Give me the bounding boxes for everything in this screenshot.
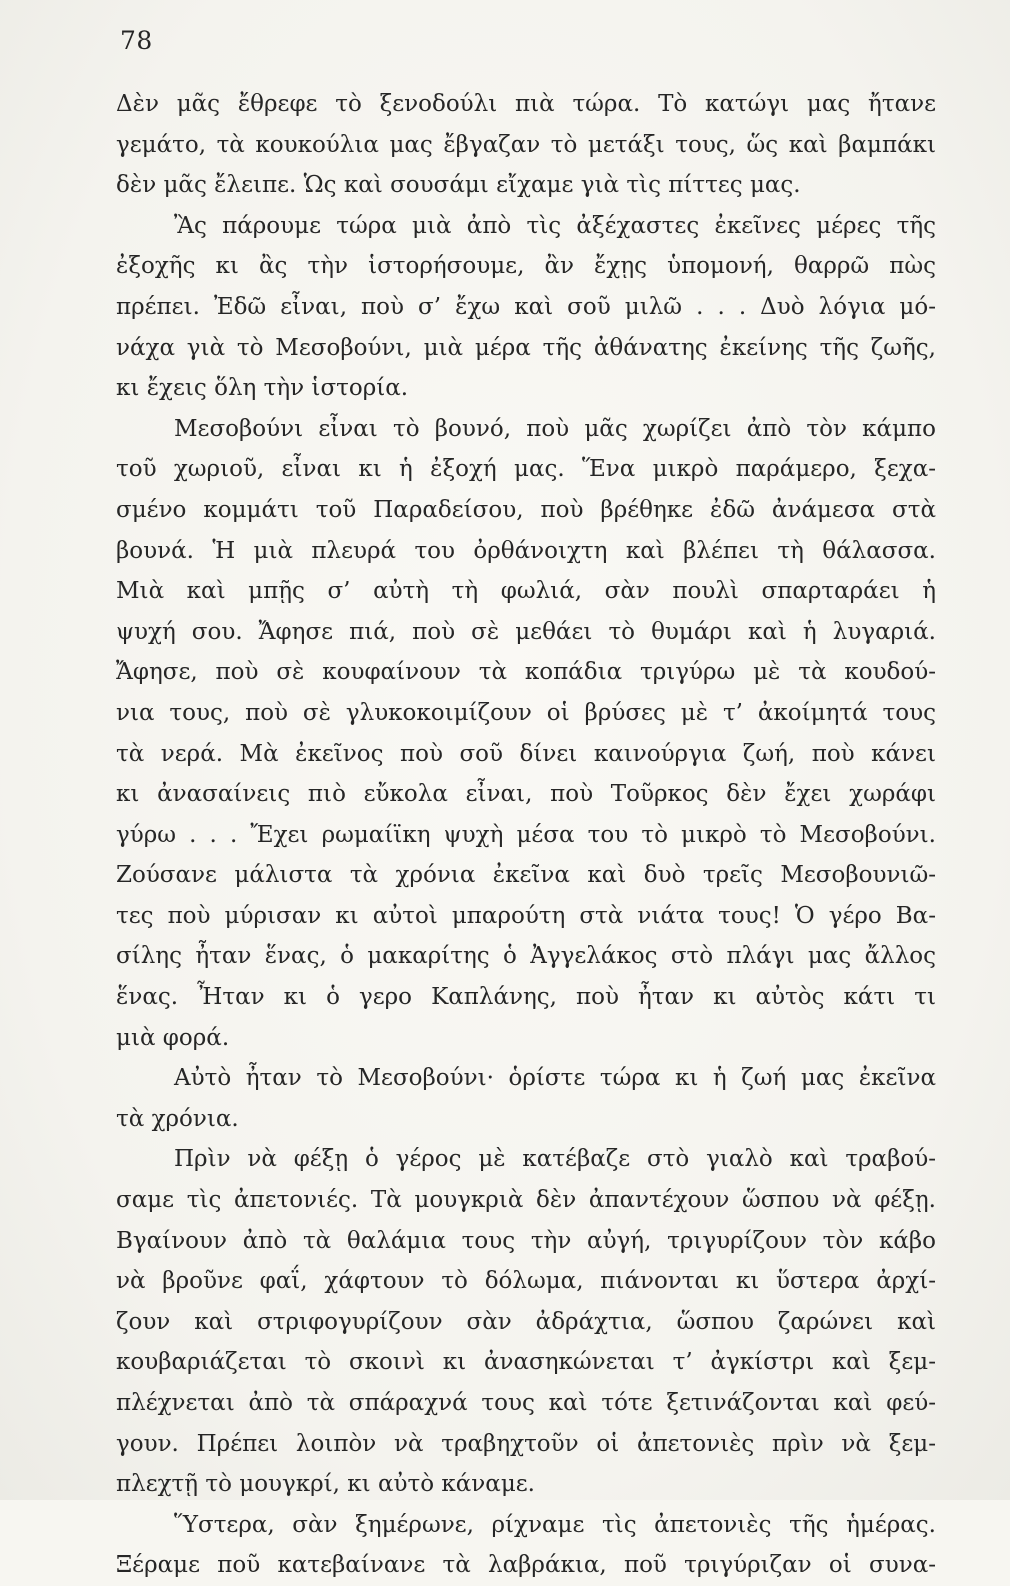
text-line: Ἄφησε, ποὺ σὲ κουφαίνουν τὰ κοπάδια τριγύρω μὲ τὰ κουδού- <box>116 659 936 686</box>
text-line: Μεσοβούνι εἶναι τὸ βουνό, ποὺ μᾶς χωρίζει ἀπὸ τὸν κάμπο <box>174 415 936 442</box>
text-line: σαμε τὶς ἀπετονιές. Τὰ μουγκριὰ δὲν ἀπαντέχουν ὥσπου νὰ φέξῃ. <box>116 1187 936 1214</box>
text-line: Ζούσανε μάλιστα τὰ χρόνια ἐκεῖνα καὶ δυὸ τρεῖς Μεσοβουνιῶ- <box>116 862 936 889</box>
text-line: νάχα γιὰ τὸ Μεσοβούνι, μιὰ μέρα τῆς ἀθάνατης ἐκείνης τῆς ζωῆς, <box>116 334 936 361</box>
text-line: ψυχή σου. Ἄφησε πιά, ποὺ σὲ μεθάει τὸ θυμάρι καὶ ἡ λυγαριά. <box>116 618 936 645</box>
text-line: δὲν μᾶς ἔλειπε. Ὡς καὶ σουσάμι εἴχαμε γιὰ τὶς πίττες μας. <box>116 172 801 199</box>
text-line: νὰ βροῦνε φαΐ, χάφτουν τὸ δόλωμα, πιάνονται κι ὕστερα ἀρχί- <box>116 1268 936 1295</box>
text-line: πλέχνεται ἀπὸ τὰ σπάραχνά τους καὶ τότε ξετινάζονται καὶ φεύ- <box>116 1390 936 1416</box>
text-line: τες ποὺ μύρισαν κι αὐτοὶ μπαρούτη στὰ νιάτα τους! Ὁ γέρο Βα- <box>116 902 936 929</box>
text-line: σίλης ἦταν ἕνας, ὁ μακαρίτης ὁ Ἀγγελάκος στὸ πλάγι μας ἄλλος <box>116 943 936 970</box>
text-line: ἐξοχῆς κι ἂς τὴν ἱστορήσουμε, ἂν ἔχῃς ὑπομονή, θαρρῶ πὼς <box>116 253 936 280</box>
text-line: κι ἀνασαίνεις πιὸ εὔκολα εἶναι, ποὺ Τοῦρκος δὲν ἔχει χωράφι <box>116 781 936 808</box>
text-line: πρέπει. Ἐδῶ εἶναι, ποὺ σ’ ἔχω καὶ σοῦ μιλῶ . . . Δυὸ λόγια μό- <box>116 293 936 320</box>
text-line: μιὰ φορά. <box>116 1024 230 1051</box>
text-line: Βγαίνουν ἀπὸ τὰ θαλάμια τους τὴν αὐγή, τριγυρίζουν τὸν κάβο <box>116 1227 936 1254</box>
text-line: ἕνας. Ἦταν κι ὁ γερο Καπλάνης, ποὺ ἦταν κι αὐτὸς κάτι τι <box>116 984 936 1011</box>
text-line: Αὐτὸ ἦταν τὸ Μεσοβούνι· ὁρίστε τώρα κι ἡ ζωή μας ἐκεῖνα <box>174 1065 936 1092</box>
text-line: γεμάτο, τὰ κουκούλια μας ἔβγαζαν τὸ μετάξι τους, ὥς καὶ βαμπάκι <box>116 131 936 158</box>
text-line: γύρω . . . Ἔχει ρωμαίϊκη ψυχὴ μέσα του τὸ μικρὸ τὸ Μεσοβούνι. <box>116 821 936 848</box>
text-line: τὰ χρόνια. <box>116 1105 239 1132</box>
text-line: Ἂς πάρουμε τώρα μιὰ ἀπὸ τὶς ἀξέχαστες ἐκεῖνες μέρες τῆς <box>174 212 936 239</box>
text-line: Δὲν μᾶς ἔθρεφε τὸ ξενοδούλι πιὰ τώρα. Τὸ κατώγι μας ἤτανε <box>116 91 936 117</box>
text-line: τοῦ χωριοῦ, εἶναι κι ἡ ἐξοχή μας. Ἕνα μικρὸ παράμερο, ξεχα- <box>116 456 936 483</box>
text-line: κουβαριάζεται τὸ σκοινὶ κι ἀνασηκώνεται τ’ ἀγκίστρι καὶ ξεμ- <box>116 1349 936 1376</box>
text-line: Ὕστερα, σὰν ξημέρωνε, ρίχναμε τὶς ἀπετονιὲς τῆς ἡμέρας. <box>174 1511 936 1538</box>
text-line: κι ἔχεις ὅλη τὴν ἱστορία. <box>116 375 409 402</box>
text-line: Μιὰ καὶ μπῇς σ’ αὐτὴ τὴ φωλιά, σὰν πουλὶ σπαρταράει ἡ <box>116 578 936 605</box>
text-line: Πρὶν νὰ φέξῃ ὁ γέρος μὲ κατέβαζε στὸ γιαλὸ καὶ τραβού- <box>174 1146 936 1173</box>
text-line: γουν. Πρέπει λοιπὸν νὰ τραβηχτοῦν οἱ ἀπετονιὲς πρὶν νὰ ξεμ- <box>116 1430 936 1457</box>
body-text <box>116 84 936 1586</box>
text-line: βουνά. Ἡ μιὰ πλευρά του ὀρθάνοιχτη καὶ βλέπει τὴ θάλασσα. <box>116 537 936 564</box>
text-line: πλεχτῇ τὸ μουγκρί, κι αὐτὸ κάναμε. <box>116 1471 535 1498</box>
text-line: ζουν καὶ στριφογυρίζουν σὰν ἀδράχτια, ὥσπου ζαρώνει καὶ <box>116 1308 936 1335</box>
page-number: 78 <box>120 26 153 55</box>
text-line: σμένο κομμάτι τοῦ Παραδείσου, ποὺ βρέθηκε ἐδῶ ἀνάμεσα στὰ <box>116 496 936 523</box>
text-line: τὰ νερά. Μὰ ἐκεῖνος ποὺ σοῦ δίνει καινούργια ζωή, ποὺ κάνει <box>116 740 936 767</box>
text-line: νια τους, ποὺ σὲ γλυκοκοιμίζουν οἱ βρύσες μὲ τ’ ἀκοίμητά τους <box>116 699 936 726</box>
text-line: Ξέραμε ποῦ κατεβαίνανε τὰ λαβράκια, ποῦ τριγύριζαν οἱ συνα- <box>116 1552 936 1579</box>
